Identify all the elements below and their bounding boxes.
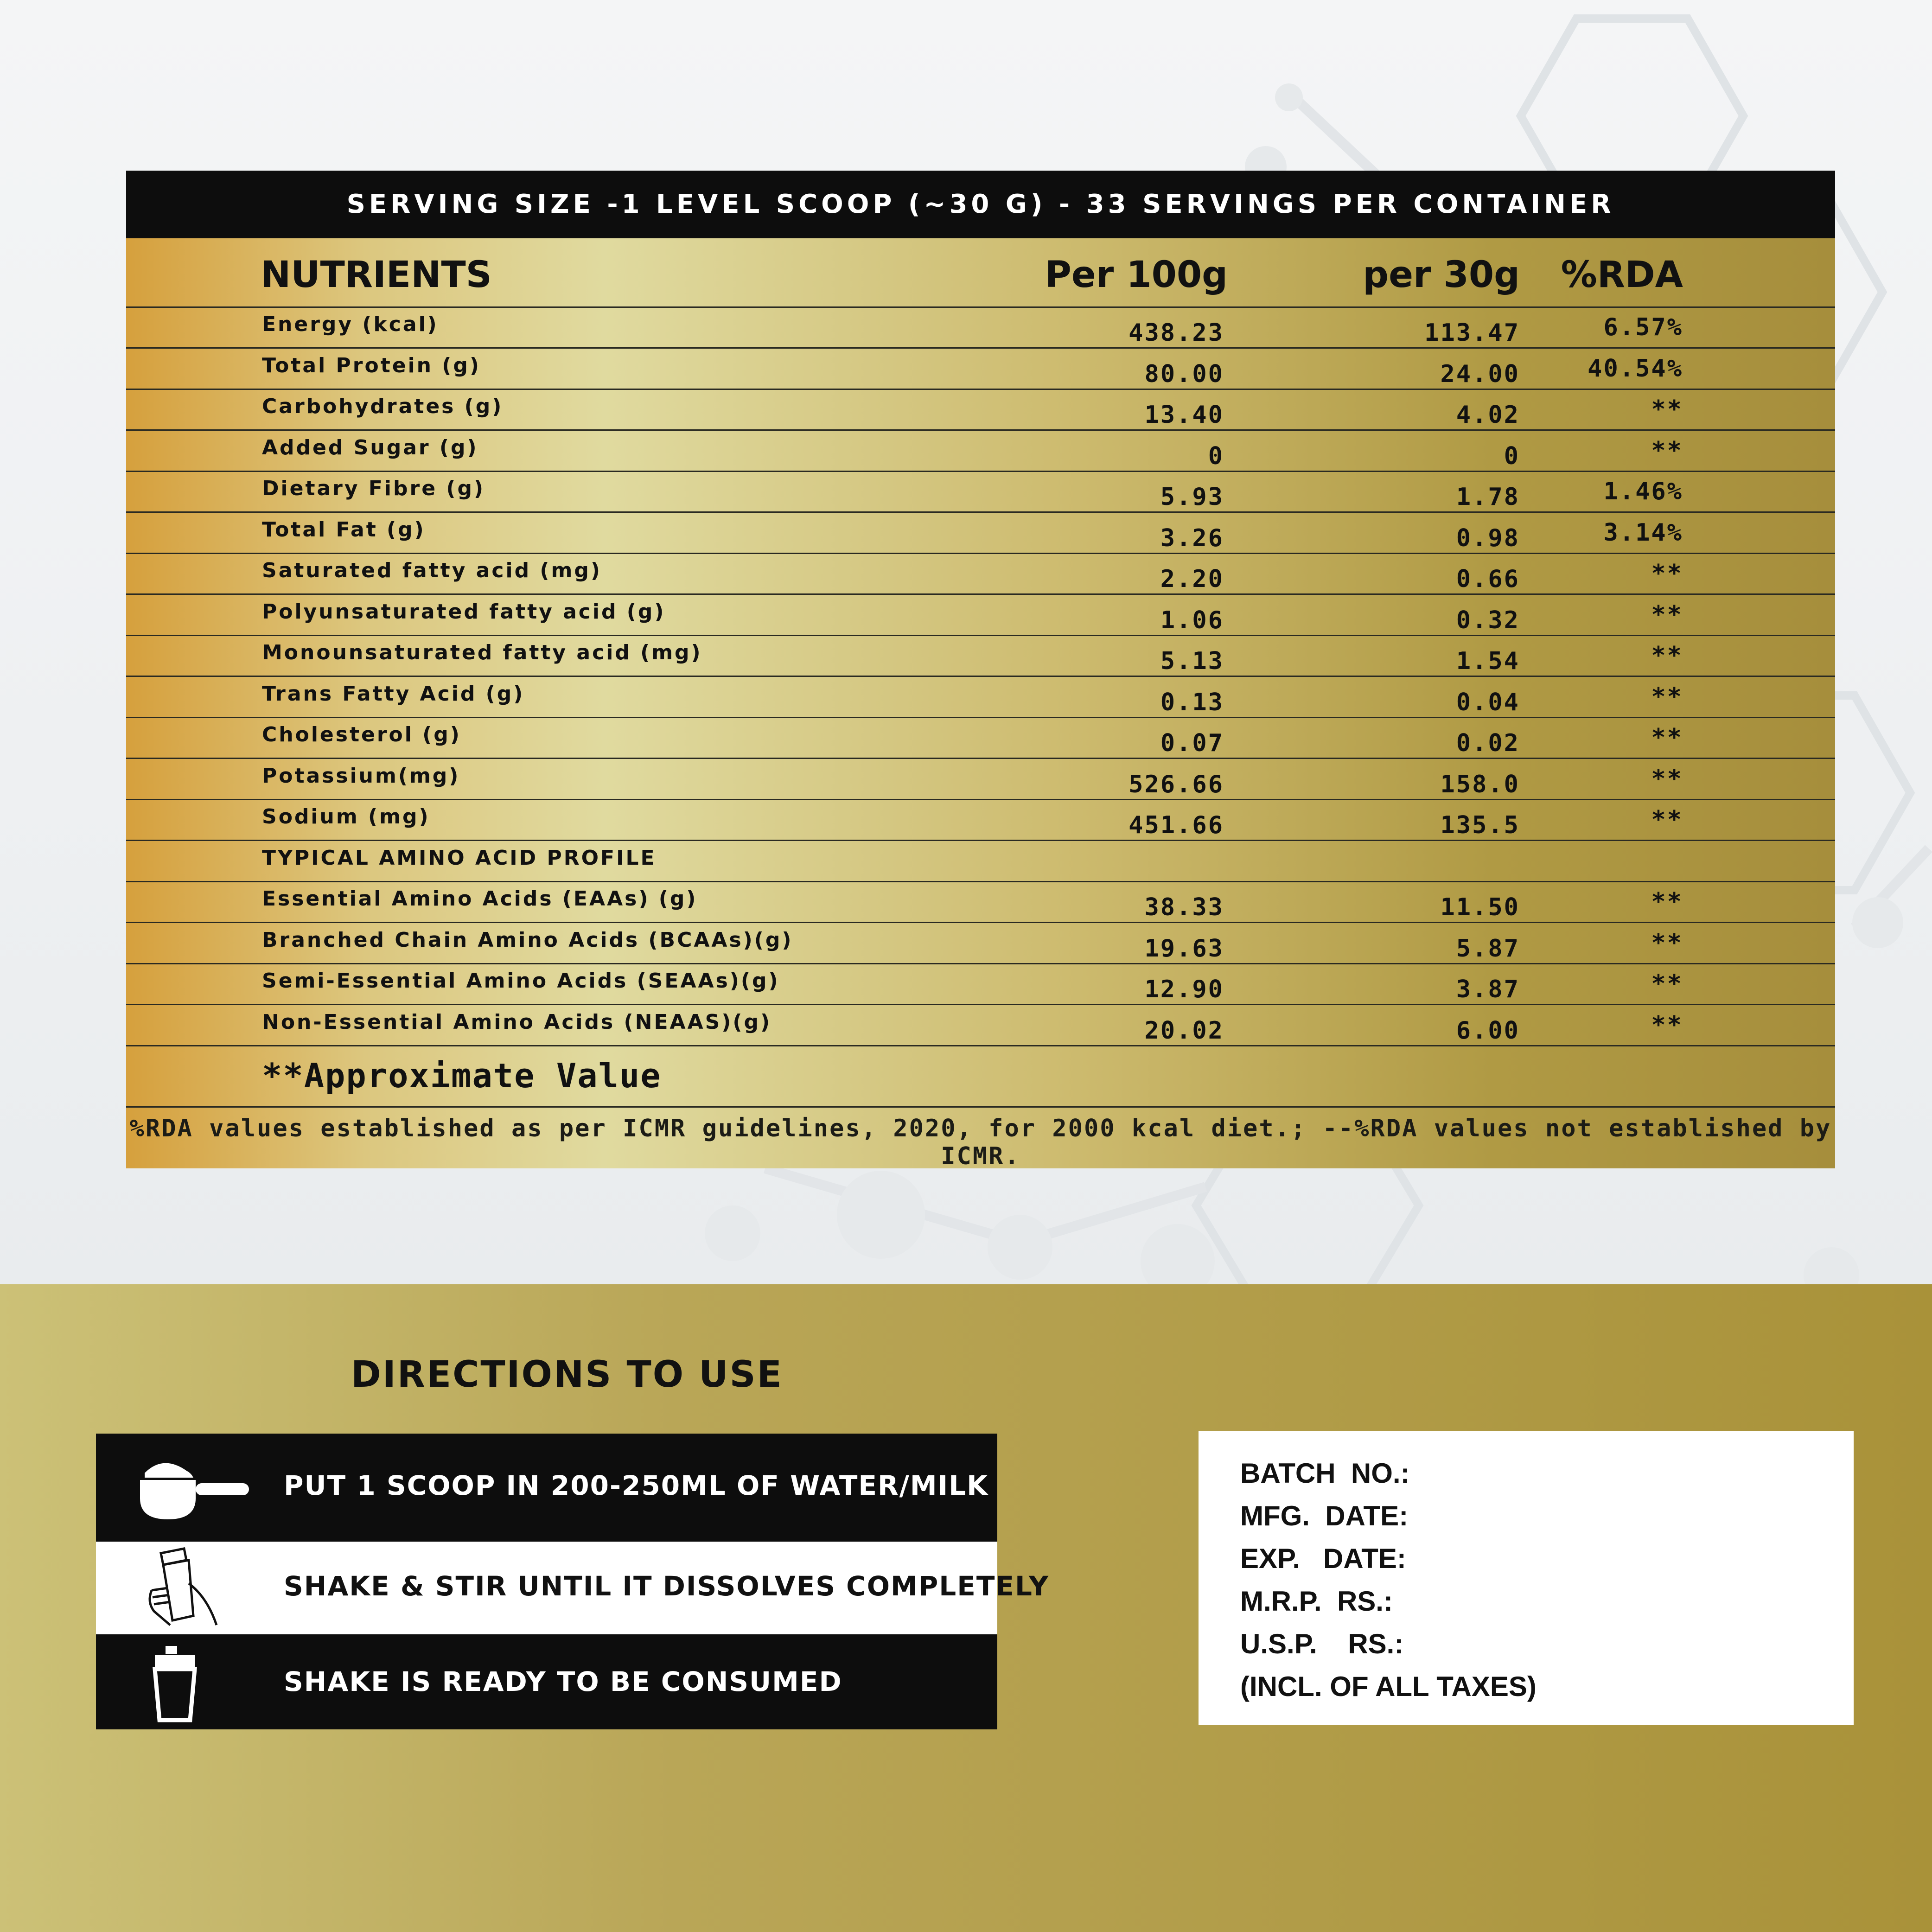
nutrient-row — [126, 800, 1835, 841]
step-1-text: PUT 1 SCOOP IN 200-250ML OF WATER/MILK — [284, 1470, 989, 1501]
nutrient-name: Cholesterol (g) — [262, 723, 461, 746]
value-per-100g: 1.06 — [1160, 606, 1224, 634]
value-per-100g: 2.20 — [1160, 565, 1224, 593]
value-rda: ** — [1651, 970, 1683, 998]
value-per-30g: 0.66 — [1456, 565, 1520, 593]
nutrient-row — [126, 349, 1835, 390]
value-per-100g: 12.90 — [1144, 976, 1224, 1003]
value-per-100g: 438.23 — [1129, 319, 1224, 347]
value-per-30g: 11.50 — [1440, 893, 1520, 921]
value-per-30g: 24.00 — [1440, 360, 1520, 388]
nutrient-name: Total Protein (g) — [262, 353, 481, 377]
value-per-30g: 3.87 — [1456, 976, 1520, 1003]
nutrient-row — [126, 718, 1835, 759]
value-per-100g: 0 — [1208, 442, 1224, 470]
value-per-30g: 0.04 — [1456, 688, 1520, 716]
value-rda: ** — [1651, 395, 1683, 423]
value-per-30g: 6.00 — [1456, 1016, 1520, 1045]
value-rda: ** — [1651, 806, 1683, 834]
footnote-divider — [126, 1106, 1835, 1108]
nutrient-name: Monounsaturated fatty acid (mg) — [262, 641, 702, 664]
value-per-100g: 526.66 — [1129, 770, 1224, 798]
value-per-30g: 1.78 — [1456, 483, 1520, 511]
value-per-30g: 0.98 — [1456, 524, 1520, 552]
nutrient-row — [126, 759, 1835, 800]
nutrient-row — [126, 1006, 1835, 1046]
nutrient-row — [126, 595, 1835, 636]
direction-step-1 — [96, 1434, 997, 1542]
nutrient-row — [126, 390, 1835, 431]
usp-label: U.S.P. RS.: — [1240, 1628, 1404, 1659]
value-per-30g: 0.02 — [1456, 729, 1520, 757]
value-per-100g: 3.26 — [1160, 524, 1224, 552]
value-rda: ** — [1651, 600, 1683, 629]
nutrient-name: Trans Fatty Acid (g) — [262, 682, 525, 706]
value-rda: ** — [1651, 724, 1683, 752]
nutrient-name: Branched Chain Amino Acids (BCAAs)(g) — [262, 928, 793, 952]
nutrient-row — [126, 431, 1835, 472]
batch-no-label: BATCH NO.: — [1240, 1458, 1410, 1489]
value-rda: ** — [1651, 682, 1683, 711]
value-rda: ** — [1651, 888, 1683, 916]
exp-date-label: EXP. DATE: — [1240, 1543, 1406, 1574]
header-per-100g: Per 100g — [1045, 254, 1228, 296]
value-per-100g: 0.13 — [1160, 688, 1224, 716]
nutrient-name: Essential Amino Acids (EAAs) (g) — [262, 887, 698, 911]
value-rda: ** — [1651, 929, 1683, 957]
nutrient-row — [126, 677, 1835, 718]
direction-step-3 — [96, 1634, 997, 1729]
value-per-100g: 19.63 — [1144, 934, 1224, 963]
mrp-label: M.R.P. RS.: — [1240, 1586, 1393, 1617]
nutrient-name: TYPICAL AMINO ACID PROFILE — [262, 846, 657, 870]
value-per-30g: 113.47 — [1424, 319, 1520, 347]
value-per-30g: 158.0 — [1440, 770, 1520, 798]
nutrient-name: Dietary Fibre (g) — [262, 477, 485, 500]
direction-step-2 — [96, 1542, 1049, 1634]
value-per-30g: 135.5 — [1440, 811, 1520, 839]
value-per-100g: 20.02 — [1144, 1016, 1224, 1045]
value-per-30g: 1.54 — [1456, 647, 1520, 675]
value-rda: ** — [1651, 1011, 1683, 1039]
nutrient-row — [126, 554, 1835, 595]
value-rda: 6.57% — [1603, 313, 1683, 341]
row-divider — [126, 1045, 1835, 1046]
nutrient-row — [126, 882, 1835, 923]
value-per-30g: 0 — [1504, 442, 1520, 470]
approximate-value-note: **Approximate Value — [262, 1056, 662, 1095]
value-per-30g: 4.02 — [1456, 401, 1520, 429]
nutrient-row — [126, 308, 1835, 349]
nutrient-row — [126, 964, 1835, 1005]
value-per-100g: 5.13 — [1160, 647, 1224, 675]
nutrient-row — [126, 842, 1835, 882]
value-per-100g: 5.93 — [1160, 483, 1224, 511]
shaker-hand-icon — [142, 1546, 221, 1630]
value-rda: 40.54% — [1588, 354, 1683, 383]
mfg-date-label: MFG. DATE: — [1240, 1500, 1409, 1531]
value-per-100g: 38.33 — [1144, 893, 1224, 921]
nutrient-name: Added Sugar (g) — [262, 435, 478, 459]
nutrient-name: Polyunsaturated fatty acid (g) — [262, 599, 666, 624]
batch-info-box — [1199, 1431, 1854, 1725]
nutrient-name: Non-Essential Amino Acids (NEAAS)(g) — [262, 1010, 772, 1034]
shaker-cup-icon — [149, 1644, 200, 1722]
nutrient-row — [126, 924, 1835, 964]
nutrient-name: Carbohydrates (g) — [262, 395, 504, 418]
header-per-30g: per 30g — [1363, 254, 1520, 296]
nutrient-row — [126, 472, 1835, 513]
value-per-100g: 0.07 — [1160, 729, 1224, 757]
nutrient-name: Saturated fatty acid (mg) — [262, 559, 602, 582]
nutrient-row — [126, 636, 1835, 677]
nutrition-facts-panel — [126, 171, 1835, 1168]
value-per-30g: 0.32 — [1456, 606, 1520, 634]
serving-size-header: SERVING SIZE -1 LEVEL SCOOP (~30 G) - 33 SERVINGS PER CONTAINER — [126, 171, 1835, 238]
incl-taxes-label: (INCL. OF ALL TAXES) — [1240, 1671, 1537, 1702]
header-rda: %RDA — [1561, 254, 1683, 296]
value-rda: ** — [1651, 436, 1683, 465]
value-per-100g: 451.66 — [1129, 811, 1224, 839]
step-2-text: SHAKE & STIR UNTIL IT DISSOLVES COMPLETELY — [284, 1570, 1049, 1602]
value-rda: 1.46% — [1603, 478, 1683, 505]
nutrient-name: Potassium(mg) — [262, 764, 460, 788]
value-per-30g: 5.87 — [1456, 934, 1520, 963]
nutrient-name: Energy (kcal) — [262, 312, 439, 336]
nutrient-name: Semi-Essential Amino Acids (SEAAs)(g) — [262, 969, 780, 993]
nutrient-row — [126, 513, 1835, 554]
value-rda: ** — [1651, 560, 1683, 587]
value-rda: ** — [1651, 765, 1683, 793]
value-per-100g: 13.40 — [1144, 401, 1224, 429]
nutrient-name: Sodium (mg) — [262, 805, 430, 829]
value-rda: ** — [1651, 642, 1683, 670]
rda-footnote: %RDA values established as per ICMR guidelines, 2020, for 2000 kcal diet.; --%RDA values not established by ICMR. — [129, 1115, 1832, 1170]
header-nutrients: NUTRIENTS — [261, 254, 492, 296]
value-rda: 3.14% — [1603, 518, 1683, 547]
value-per-100g: 80.00 — [1144, 360, 1224, 388]
directions-title: DIRECTIONS TO USE — [351, 1354, 783, 1396]
nutrient-name: Total Fat (g) — [262, 517, 426, 542]
scoop-icon — [135, 1454, 256, 1524]
step-3-text: SHAKE IS READY TO BE CONSUMED — [284, 1666, 842, 1697]
